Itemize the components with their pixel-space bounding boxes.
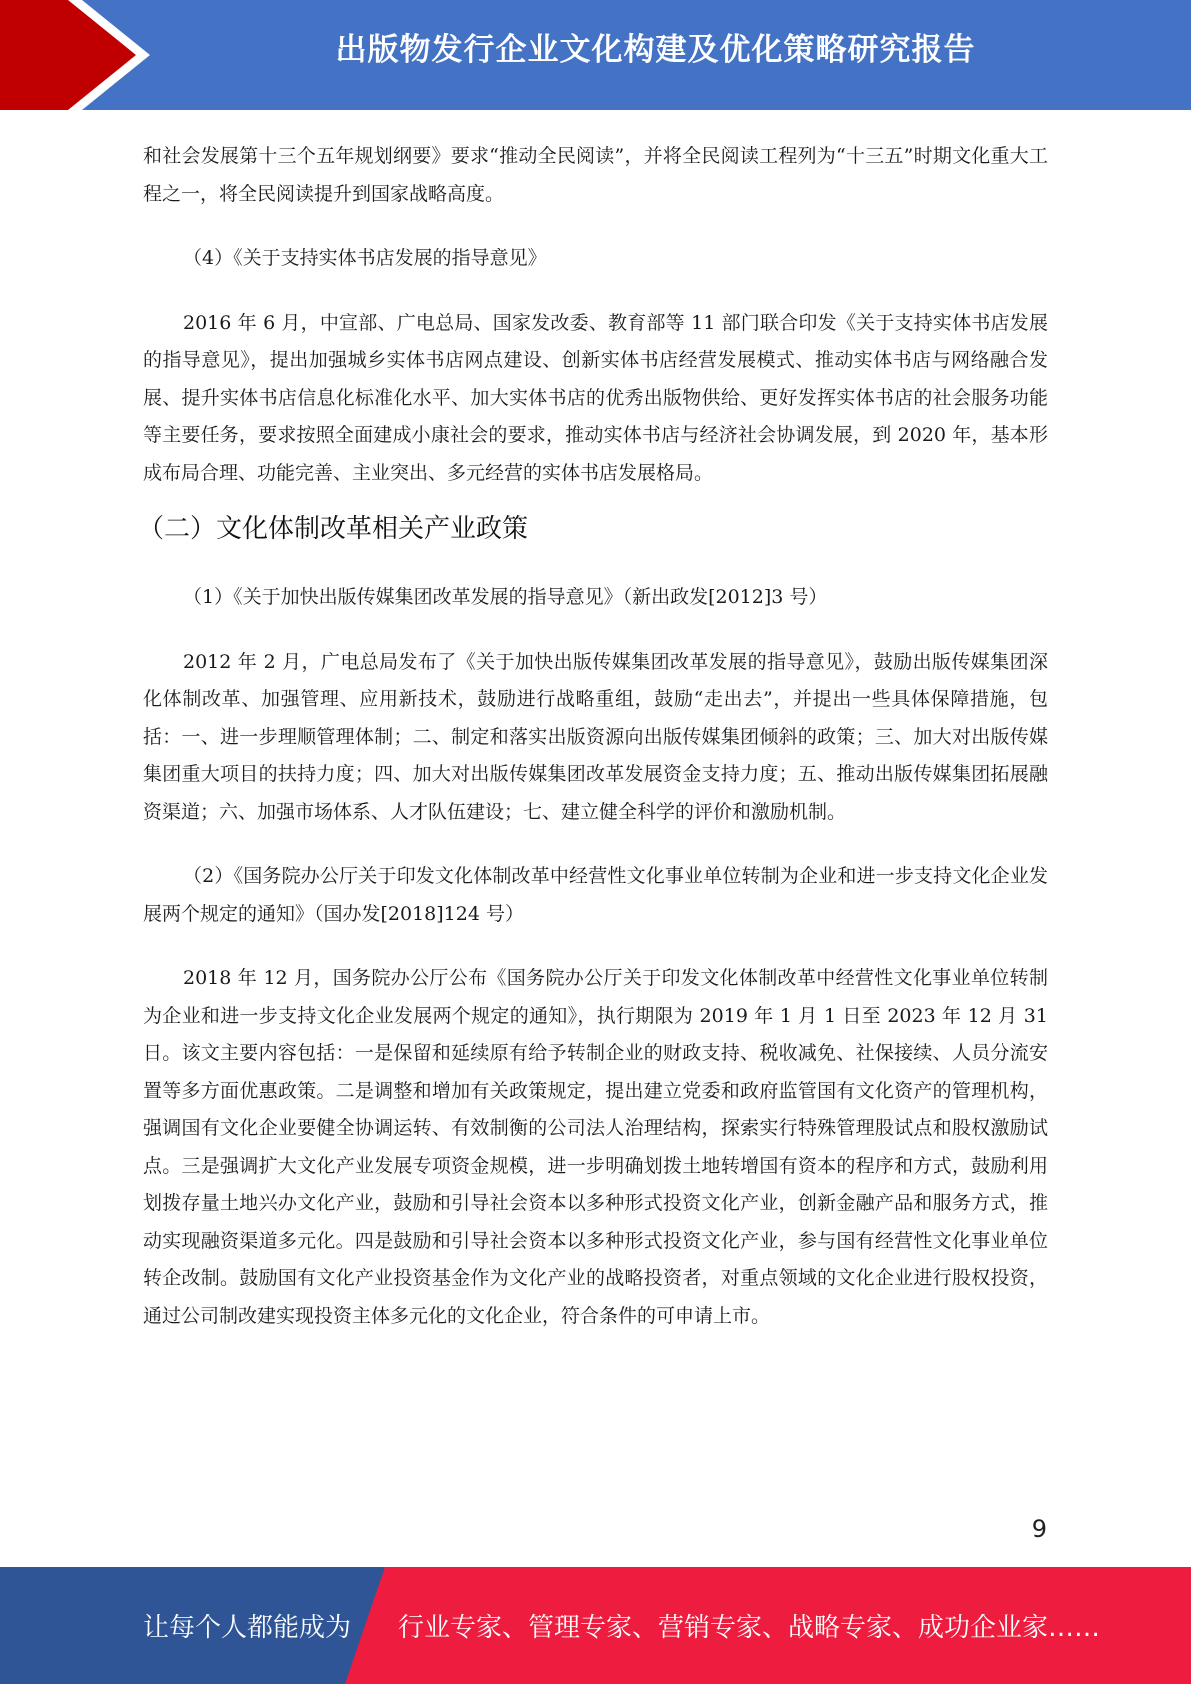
header-red-chevron-icon [0, 0, 136, 110]
paragraph-state-council: 2018 年 12 月，国务院办公厅公布《国务院办公厅关于印发文化体制改革中经营性文化事业单位转制为企业和进一步支持文化企业发展两个规定的通知》，执行期限为 2019 年 1 月 1 日至 2023 年 12 月 31 日。该文主要内容包括：一是保留和延续原有给予转制企业的财政支持、税收减免、社保接续、人员分流安置等多方面优惠政策。二是调整和增加有关政策规定，提出建立党委和政府监管国有文化资产的管理机构，强调国有文化企业要健全协调运转、有效制衡的公司法人治理结构，探索实行特殊管理股试点和股权激励试点。三是强调扩大文化产业发展专项资金规模，进一步明确划拨土地转增国有资本的程序和方式，鼓励利用划拨存量土地兴办文化产业，鼓励和引导社会资本以多种形式投资文化产业，创新金融产品和服务方式，推动实现融资渠道多元化。四是鼓励和引导社会资本以多种形式投资文化产业，参与国有经营性文化事业单位转企改制。鼓励国有文化产业投资基金作为文化产业的战略投资者，对重点领域的文化企业进行股权投资，通过公司制改建实现投资主体多元化的文化企业，符合条件的可申请上市。 [143, 967, 1048, 1327]
section-heading: （二）文化体制改革相关产业政策 [138, 514, 529, 544]
paragraph-bookstore-policy: 2016 年 6 月，中宣部、广电总局、国家发改委、教育部等 11 部门联合印发《关于支持实体书店发展的指导意见》，提出加强城乡实体书店网点建设、创新实体书店经营发展模式、推动实体书店与网络融合发展、提升实体书店信息化标准化水平、加大实体书店的优秀出版物供给、更好发挥实体书店的社会服务功能等主要任务，要求按照全面建成小康社会的要求，推动实体书店与经济社会协调发展，到 2020 年，基本形成布局合理、功能完善、主业突出、多元经营的实体书店发展格局。 [143, 311, 1048, 484]
report-title: 出版物发行企业文化构建及优化策略研究报告 [335, 32, 976, 68]
subheading-4: （4）《关于支持实体书店发展的指导意见》 [183, 247, 547, 269]
footer-slogan-left: 让每个人都能成为 [143, 1613, 352, 1643]
paragraph-continued: 和社会发展第十三个五年规划纲要》要求“推动全民阅读”，并将全民阅读工程列为“十三五”时期文化重大工程之一，将全民阅读提升到国家战略高度。 [143, 145, 1048, 205]
page-footer [0, 1567, 1191, 1684]
page-number: 9 [1031, 1515, 1047, 1543]
subheading-2: （2）《国务院办公厅关于印发文化体制改革中经营性文化事业单位转制为企业和进一步支持文化企业发展两个规定的通知》（国办发[2018]124 号） [143, 865, 1048, 925]
page-header [0, 0, 1191, 110]
footer-slogan-right: 行业专家、管理专家、营销专家、战略专家、成功企业家…… [398, 1613, 1101, 1643]
paragraph-media-group: 2012 年 2 月，广电总局发布了《关于加快出版传媒集团改革发展的指导意见》，鼓励出版传媒集团深化体制改革、加强管理、应用新技术，鼓励进行战略重组，鼓励“走出去”，并提出一些具体保障措施，包括：一、进一步理顺管理体制；二、制定和落实出版资源向出版传媒集团倾斜的政策；三、加大对出版传媒集团重大项目的扶持力度；四、加大对出版传媒集团改革发展资金支持力度；五、推动出版传媒集团拓展融资渠道；六、加强市场体系、人才队伍建设；七、建立健全科学的评价和激励机制。 [143, 650, 1048, 823]
document-body [138, 138, 1048, 1335]
subheading-1: （1）《关于加快出版传媒集团改革发展的指导意见》（新出政发[2012]3 号） [183, 586, 828, 608]
